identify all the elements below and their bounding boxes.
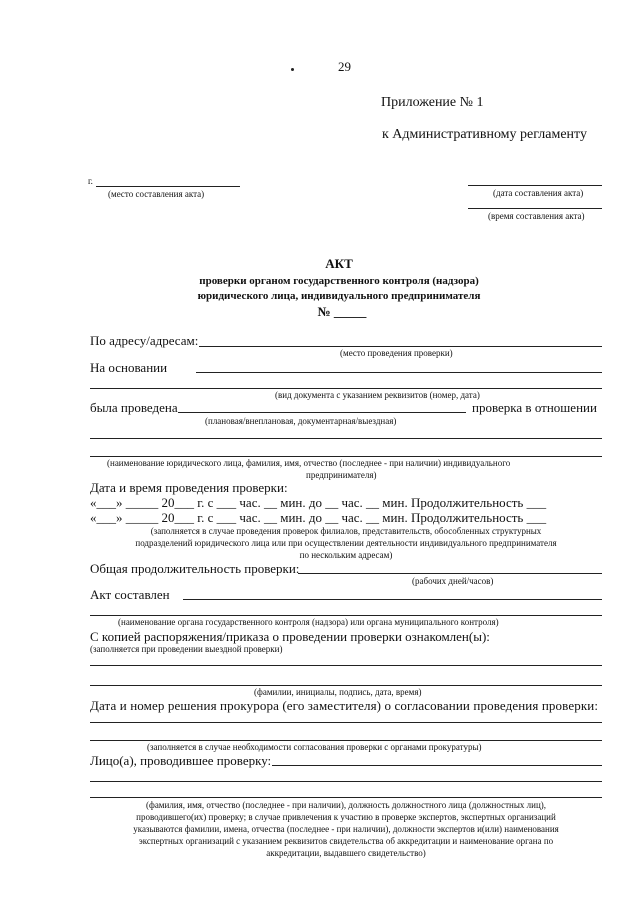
copy-caption: (фамилии, инициалы, подпись, дата, время) [254, 687, 422, 697]
conducted-line [178, 412, 466, 413]
datetime-note-3: по нескольким адресам) [299, 550, 393, 560]
datetime-note-2: подразделений юридического лица или при осуществлении деятельности индивидуального предпринимателя [135, 538, 557, 548]
city-prefix: г. [88, 176, 93, 186]
date-line [468, 185, 602, 186]
entity-line-2 [90, 456, 602, 457]
basis-line-1 [196, 372, 602, 373]
time-line [468, 208, 602, 209]
datetime-label: Дата и время проведения проверки: [90, 480, 288, 495]
copy-line-2 [90, 685, 602, 686]
datetime-row-1: «___» _____ 20___ г. с ___ час. __ мин. до __ час. __ мин. Продолжительность ___ [90, 495, 547, 510]
compiled-caption: (наименование органа государственного контроля (надзора) или органа муниципального контроля) [118, 617, 499, 627]
datetime-row-2: «___» _____ 20___ г. с ___ час. __ мин. до __ час. __ мин. Продолжительность ___ [90, 510, 547, 525]
place-caption: (место составления акта) [108, 189, 205, 199]
compiled-line-1 [183, 599, 602, 600]
address-line [199, 346, 602, 347]
basis-label: На основании [90, 360, 168, 375]
basis-line-2 [90, 388, 602, 389]
persons-caption-1: (фамилия, имя, отчество (последнее - при наличии), должность должностного лица (должностных лиц), [145, 800, 547, 810]
persons-caption-4: экспертных организаций с указанием реквизитов свидетельства об аккредитации и наименование органа по [138, 836, 554, 846]
compiled-label: Акт составлен [90, 587, 170, 602]
datetime-note-1: (заполняется в случае проведения проверок филиалов, представительств, обособленных структурных [150, 526, 542, 536]
basis-caption: (вид документа с указанием реквизитов (номер, дата) [275, 390, 480, 400]
persons-caption-2: проводившего(их) проверку; в случае привлечения к участию в проверке экспертов, экспертных организаций [136, 812, 556, 822]
entity-line-1 [90, 438, 602, 439]
duration-line [298, 573, 602, 574]
conducted-label: была проведена [90, 400, 178, 415]
copy-line-1 [90, 665, 602, 666]
copy-note: (заполняется при проведении выездной проверки) [90, 644, 283, 654]
persons-line-2 [90, 781, 602, 782]
persons-label: Лицо(а), проводившее проверку: [90, 753, 272, 768]
persons-caption-5: аккредитации, выдавшего свидетельство) [266, 848, 426, 858]
address-label: По адресу/адресам: [90, 333, 199, 348]
place-line [96, 186, 240, 187]
entity-caption-1: (наименование юридического лица, фамилия, имя, отчество (последнее - при наличии) индивидуального [107, 458, 511, 468]
prosecutor-line-1 [90, 722, 602, 723]
copy-label: С копией распоряжения/приказа о проведении проверки ознакомлен(ы): [90, 629, 490, 644]
time-caption: (время составления акта) [488, 211, 585, 221]
date-caption: (дата составления акта) [493, 188, 584, 198]
duration-caption: (рабочих дней/часов) [412, 576, 494, 586]
conducted-right: проверка в отношении [472, 400, 597, 415]
appendix-subtitle: к Административному регламенту [382, 127, 587, 142]
persons-caption-3: указываются фамилии, имена, отчества (последнее - при наличии), должности экспертов и(или) наименования [133, 824, 559, 834]
persons-line-3 [90, 797, 602, 798]
persons-line-1 [272, 765, 602, 766]
conducted-caption: (плановая/внеплановая, документарная/выездная) [205, 416, 397, 426]
prosecutor-caption: (заполняется в случае необходимости согласования проверки с органами прокуратуры) [147, 742, 482, 752]
duration-label: Общая продолжительность проверки: [90, 561, 300, 576]
prosecutor-label: Дата и номер решения прокурора (его заместителя) о согласовании проведения проверки: [90, 698, 599, 713]
entity-caption-2: предпринимателя) [306, 470, 377, 480]
act-heading-line-1: проверки органом государственного контроля (надзора) [199, 275, 479, 287]
act-number: № _____ [317, 304, 367, 319]
page-number: 29 [338, 59, 351, 74]
appendix-title: Приложение № 1 [381, 95, 484, 110]
scan-dot [291, 68, 294, 71]
act-heading-line-2: юридического лица, индивидуального предпринимателя [197, 290, 481, 302]
compiled-line-2 [90, 615, 602, 616]
address-caption: (место проведения проверки) [340, 348, 453, 358]
prosecutor-line-2 [90, 740, 602, 741]
act-title: АКТ [325, 256, 353, 271]
